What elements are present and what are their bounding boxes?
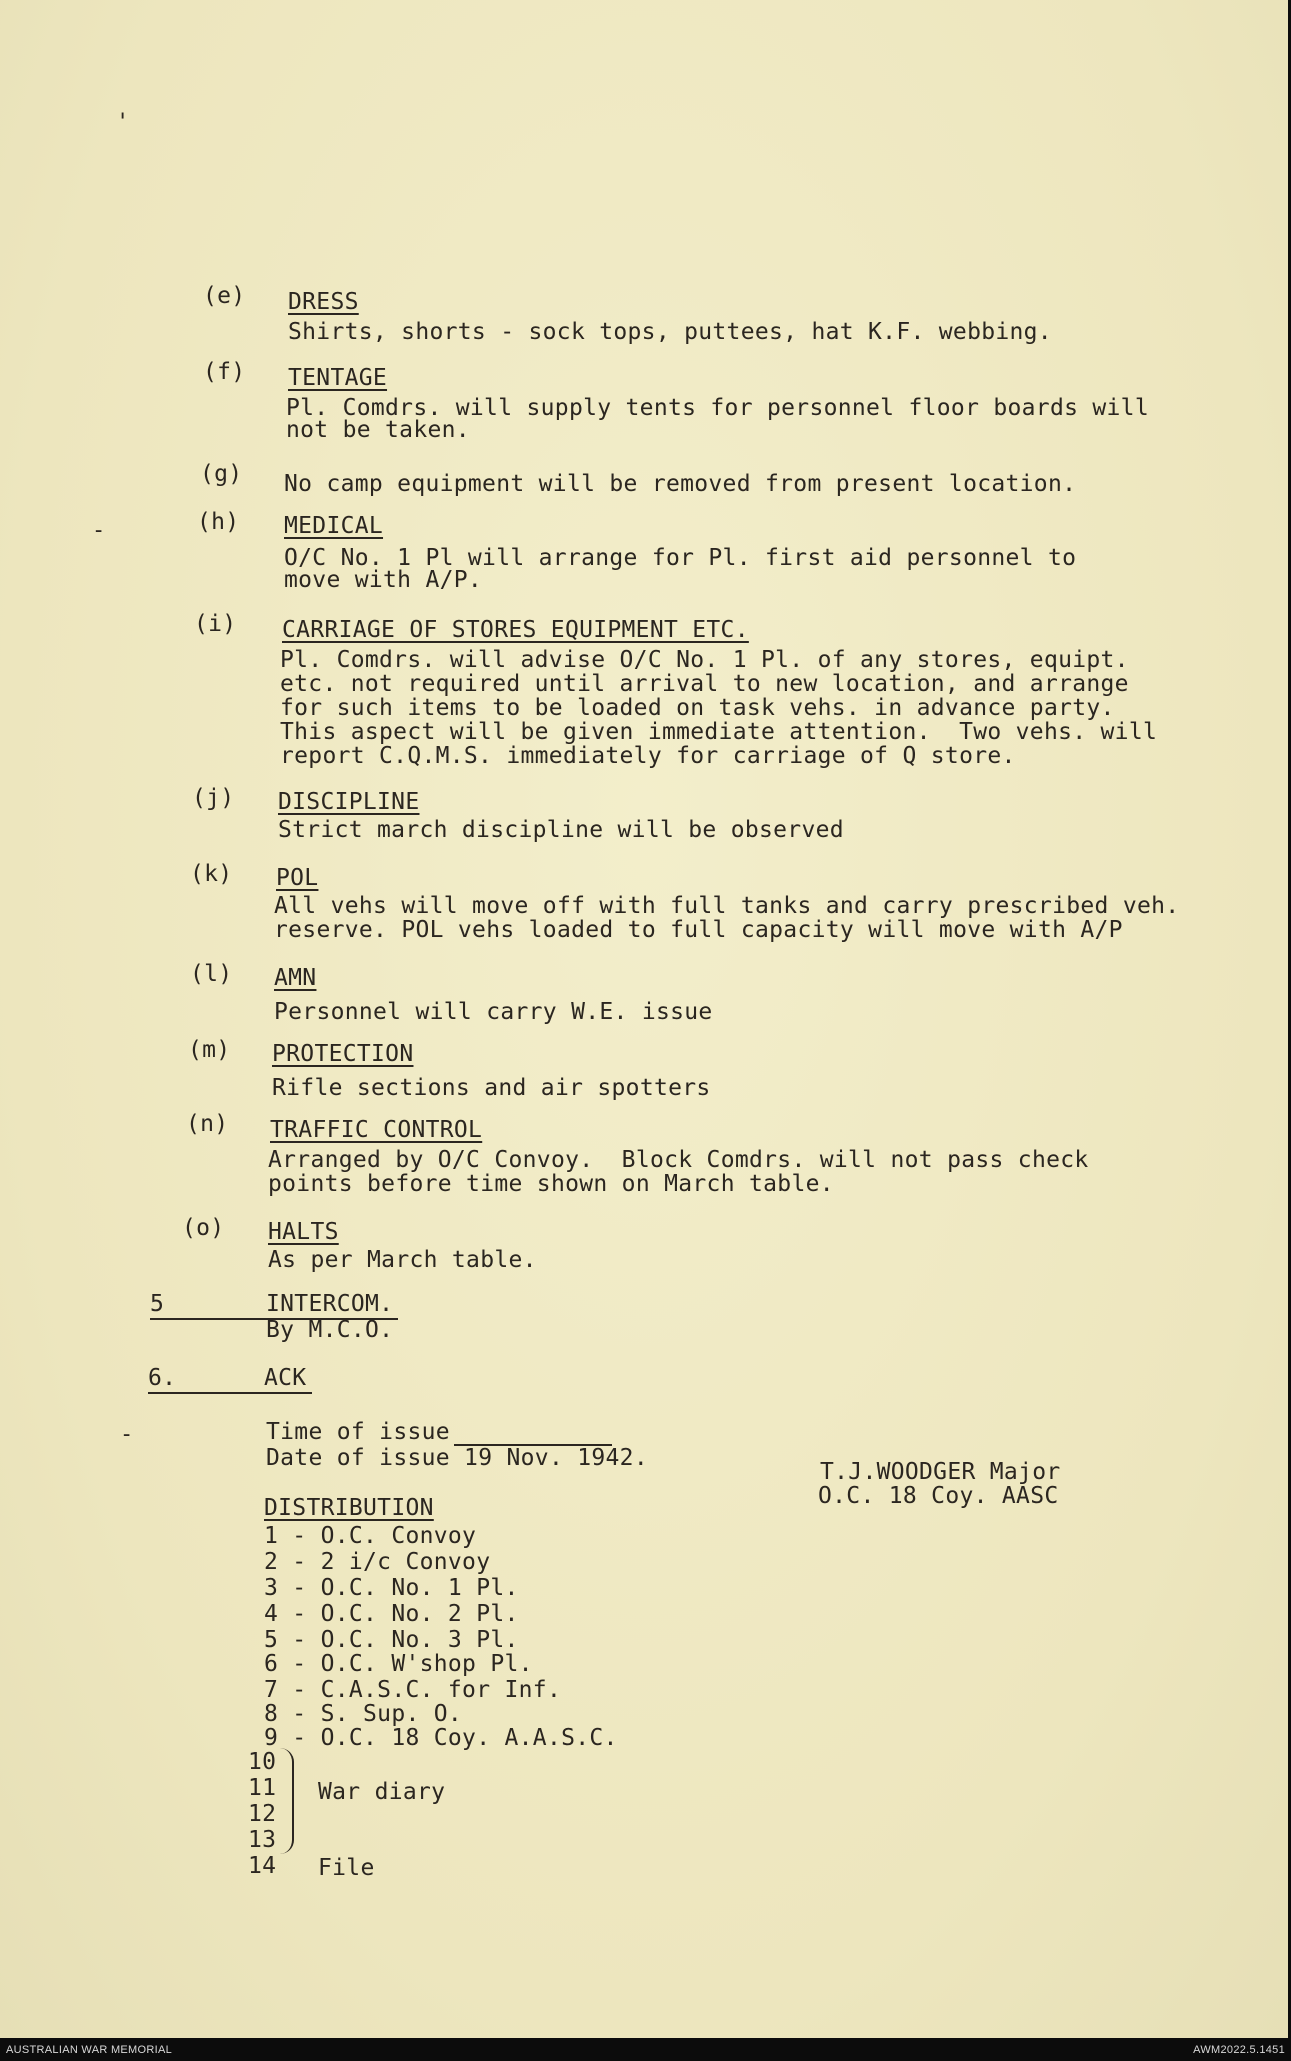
distribution-item: 1 - O.C. Convoy (264, 1523, 477, 1549)
item-letter: (f) (203, 359, 246, 385)
distribution-number: 14 (248, 1853, 277, 1879)
item-line: All vehs will move off with full tanks and carry prescribed veh. (274, 893, 1180, 919)
distribution-item: 5 - O.C. No. 3 Pl. (264, 1627, 519, 1653)
item-line: Shirts, shorts - sock tops, puttees, hat K.F. webbing. (288, 319, 1052, 345)
item-line: report C.Q.M.S. immediately for carriage of Q store. (280, 743, 1016, 769)
item-letter: (e) (203, 283, 246, 309)
item-letter: (m) (188, 1037, 231, 1063)
item-heading: HALTS (268, 1219, 339, 1245)
distribution-item: 6 - O.C. W'shop Pl. (264, 1651, 533, 1677)
item-heading: DISCIPLINE (278, 789, 420, 815)
item-line: Pl. Comdrs. will supply tents for personnel floor boards will (286, 395, 1149, 421)
margin-mark: - (92, 518, 106, 543)
item-line: This aspect will be given immediate attention. Two vehs. will (280, 719, 1158, 745)
distribution-heading: DISTRIBUTION (264, 1495, 434, 1521)
distribution-item: 3 - O.C. No. 1 Pl. (264, 1575, 519, 1601)
signature-unit: O.C. 18 Coy. AASC (818, 1483, 1059, 1509)
date-of-issue: Date of issue 19 Nov. 1942. (266, 1445, 648, 1471)
footer-left: AUSTRALIAN WAR MEMORIAL (6, 2044, 173, 2056)
item-line: Strict march discipline will be observed (278, 817, 844, 843)
item-line: etc. not required until arrival to new location, and arrange (280, 671, 1129, 697)
distribution-number: 11 (248, 1775, 277, 1801)
distribution-item: 4 - O.C. No. 2 Pl. (264, 1601, 519, 1627)
item-line: move with A/P. (284, 567, 483, 593)
distribution-number: 12 (248, 1801, 277, 1827)
item-line: Personnel will carry W.E. issue (274, 999, 713, 1025)
para-5-number: 5 (150, 1291, 165, 1317)
item-line: Arranged by O/C Convoy. Block Comdrs. will not pass check (268, 1147, 1089, 1173)
distribution-item: 7 - C.A.S.C. for Inf. (264, 1677, 562, 1703)
distribution-item: 2 - 2 i/c Convoy (264, 1549, 491, 1575)
item-letter: (k) (190, 861, 233, 887)
para-6-heading: ACK (264, 1365, 307, 1391)
item-letter: (h) (197, 509, 240, 535)
item-letter: (l) (190, 961, 233, 987)
item-letter: (j) (192, 785, 235, 811)
item-line: Rifle sections and air spotters (272, 1075, 711, 1101)
margin-mark: ' (116, 110, 130, 135)
item-line: As per March table. (268, 1247, 537, 1273)
war-diary-label: War diary (318, 1779, 446, 1805)
margin-mark: - (120, 1422, 134, 1447)
item-letter: (o) (182, 1215, 225, 1241)
file-label: File (318, 1855, 375, 1881)
item-heading: DRESS (288, 289, 359, 315)
item-heading: TENTAGE (288, 365, 388, 391)
para-6-number: 6. (148, 1365, 177, 1391)
distribution-number: 13 (248, 1827, 277, 1853)
item-letter: (g) (200, 461, 243, 487)
para-5-heading: INTERCOM. (266, 1291, 394, 1317)
distribution-item: 8 - S. Sup. O. (264, 1701, 463, 1727)
item-line: points before time shown on March table. (268, 1171, 834, 1197)
footer-right: AWM2022.5.1451 (1193, 2044, 1285, 2056)
item-heading: PROTECTION (272, 1041, 414, 1067)
item-line: Pl. Comdrs. will advise O/C No. 1 Pl. of any stores, equipt. (280, 647, 1129, 673)
item-letter: (i) (194, 611, 237, 637)
distribution-item: 9 - O.C. 18 Coy. A.A.S.C. (264, 1725, 618, 1751)
brace-mark (278, 1748, 294, 1854)
item-line: O/C No. 1 Pl will arrange for Pl. first aid personnel to (284, 545, 1077, 571)
item-line: for such items to be loaded on task vehs. in advance party. (280, 695, 1115, 721)
item-letter: (n) (186, 1111, 229, 1137)
signature-name: T.J.WOODGER Major (820, 1459, 1061, 1485)
item-line: not be taken. (286, 417, 470, 443)
para-6-rule (148, 1392, 312, 1394)
item-line: reserve. POL vehs loaded to full capacity will move with A/P (274, 917, 1123, 943)
distribution-number: 10 (248, 1749, 277, 1775)
item-line: No camp equipment will be removed from present location. (284, 471, 1077, 497)
item-heading: AMN (274, 965, 317, 991)
para-5-text: By M.C.O. (266, 1317, 394, 1343)
item-heading: CARRIAGE OF STORES EQUIPMENT ETC. (282, 617, 749, 643)
time-of-issue: Time of issue (266, 1419, 450, 1445)
item-heading: POL (276, 865, 319, 891)
item-heading: TRAFFIC CONTROL (270, 1117, 483, 1143)
item-heading: MEDICAL (284, 513, 384, 539)
